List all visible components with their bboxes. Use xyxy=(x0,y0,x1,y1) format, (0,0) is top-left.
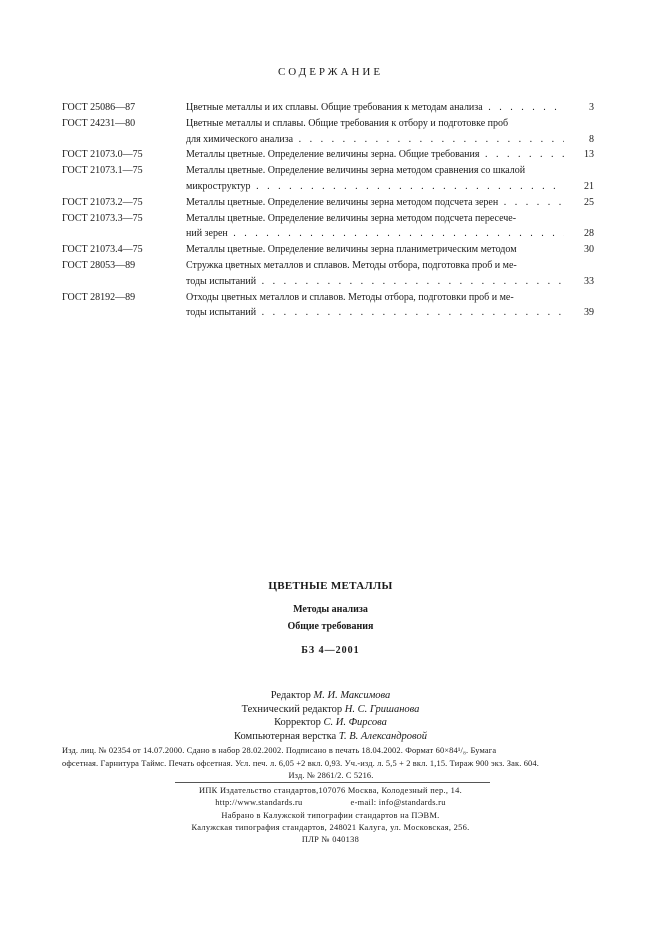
toc-title-cont: тоды испытаний . . . xyxy=(186,305,564,321)
toc-code: ГОСТ 28053—89 xyxy=(62,259,136,271)
imprint xyxy=(62,745,600,783)
colophon-subheading: Общие требования xyxy=(287,621,374,632)
toc-code: ГОСТ 24231—80 xyxy=(62,117,136,129)
toc-title: Отходы цветных металлов и сплавов. Методы отбора, подготовки проб и ме- xyxy=(186,291,514,303)
toc-page: 30 xyxy=(584,244,594,256)
credit-name: С. И. Фирсова xyxy=(323,717,387,728)
toc-page: 13 xyxy=(584,149,594,161)
table-of-contents xyxy=(62,100,594,321)
contents-title: СОДЕРЖАНИЕ xyxy=(277,66,384,78)
toc-code: ГОСТ 21073.3—75 xyxy=(62,212,143,224)
toc-entry[interactable] xyxy=(62,147,594,163)
toc-entry[interactable] xyxy=(62,258,594,290)
toc-entry[interactable] xyxy=(62,290,594,322)
toc-title-cont: ний зерен . . . xyxy=(186,226,564,242)
typeset-note: Набрано в Калужской типографии стандартов на ПЭВМ. xyxy=(221,810,440,820)
toc-code: ГОСТ 21073.0—75 xyxy=(62,149,143,161)
colophon-subheading: Методы анализа xyxy=(293,604,368,615)
imprint-line: офсетная. Гарнитура Таймс. Печать офсетная. Усл. печ. л. 6,05 +2 вкл. 0,93. Уч.-изд. л. 5,5 + 2 вкл. 1,15. Тираж 900 экз. Зак. 604. xyxy=(62,758,539,768)
toc-entry[interactable] xyxy=(62,100,594,116)
toc-page: 39 xyxy=(584,307,594,319)
publisher-contacts xyxy=(0,797,661,809)
toc-code: ГОСТ 25086—87 xyxy=(62,102,136,113)
divider xyxy=(175,782,490,783)
toc-entry[interactable] xyxy=(62,242,594,258)
email-link[interactable]: e-mail: info@standards.ru xyxy=(350,798,446,808)
toc-page: 8 xyxy=(589,133,594,145)
toc-entry[interactable] xyxy=(62,116,594,148)
toc-title: Металлы цветные. Определение величины зерна методом сравнения со шкалой xyxy=(186,165,526,177)
printer-address: Калужская типография стандартов, 248021 Калуга, ул. Московская, 256. xyxy=(191,822,470,832)
imprint-line: Изд. лиц. № 02354 от 14.07.2000. Сдано в набор 28.02.2002. Подписано в печать 18.04.2002. Формат 60×84¹/₈. Бумага xyxy=(62,746,497,755)
toc-entry[interactable] xyxy=(62,163,594,195)
publisher-address: ИПК Издательство стандартов,107076 Москва, Колодезный пер., 14. xyxy=(198,786,463,795)
credit-line xyxy=(0,716,661,730)
credit-line xyxy=(0,689,661,703)
toc-code: ГОСТ 21073.2—75 xyxy=(62,196,143,208)
publisher-info xyxy=(0,785,661,846)
credit-role: Компьютерная верстка xyxy=(234,730,337,742)
toc-entry[interactable] xyxy=(62,211,594,243)
website-link[interactable]: http://www.standards.ru xyxy=(215,798,303,808)
credit-line xyxy=(0,703,661,717)
toc-title: Металлы цветные. Определение величины зерна методом подсчета зерен . . . xyxy=(186,195,564,211)
credit-role: Корректор xyxy=(274,717,321,728)
toc-title-cont: микроструктур . . . xyxy=(186,179,564,195)
toc-title: Цветные металлы и сплавы. Общие требования к отбору и подготовке проб xyxy=(186,117,509,129)
toc-title-cont: для химического анализа . . . xyxy=(186,132,564,148)
imprint-line: Изд. № 2861/2. С 5216. xyxy=(288,771,374,780)
toc-title: Металлы цветные. Определение величины зерна методом подсчета пересече- xyxy=(186,212,517,224)
credit-role: Технический редактор xyxy=(241,703,343,715)
colophon-heading: ЦВЕТНЫЕ МЕТАЛЛЫ xyxy=(268,580,393,592)
credit-role: Редактор xyxy=(270,690,311,701)
toc-code: ГОСТ 21073.1—75 xyxy=(62,165,143,177)
toc-title: Металлы цветные. Определение величины зерна. Общие требования . . . xyxy=(186,147,564,163)
toc-entry[interactable] xyxy=(62,195,594,211)
toc-title-cont: тоды испытаний . . . xyxy=(186,274,564,290)
credits xyxy=(0,689,661,743)
toc-code: ГОСТ 28192—89 xyxy=(62,291,136,303)
toc-code: ГОСТ 21073.4—75 xyxy=(62,244,143,256)
toc-title: Металлы цветные. Определение величины зерна планиметрическим методом xyxy=(186,244,517,256)
toc-title: Стружка цветных металлов и сплавов. Методы отбора, подготовка проб и ме- xyxy=(186,259,517,271)
credit-name: М. И. Максимова xyxy=(313,690,391,701)
plr-number: ПЛР № 040138 xyxy=(301,835,360,845)
toc-page: 3 xyxy=(589,102,594,113)
toc-page: 25 xyxy=(584,196,594,208)
bz-number: БЗ 4—2001 xyxy=(301,645,360,656)
toc-title: Цветные металлы и их сплавы. Общие требования к методам анализа . . . xyxy=(186,100,564,116)
toc-page: 28 xyxy=(584,228,594,240)
credit-name: Т. В. Александровой xyxy=(338,730,427,742)
toc-page: 21 xyxy=(584,180,594,192)
credit-name: Н. С. Гришанова xyxy=(344,703,420,715)
credit-line xyxy=(0,730,661,744)
toc-page: 33 xyxy=(584,275,594,287)
